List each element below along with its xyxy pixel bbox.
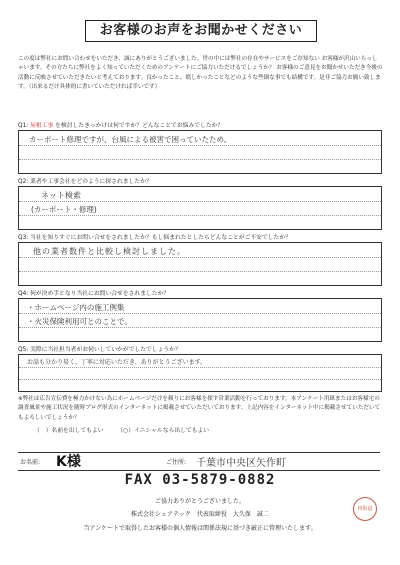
question-5-label: Q5: [18, 347, 29, 353]
option-initials-ok[interactable]: （○）イニシャルなら出してもよい [117, 428, 210, 434]
answer-4-line-1: ・ホームページ内の施工例集 [27, 303, 125, 312]
question-2-text: 業者や工事会社をどのように探されましたか？ [30, 179, 152, 185]
question-1-label: Q1: [18, 123, 29, 129]
question-1 [18, 120, 223, 129]
question-3-text: 当社を知りすぐにお問い合せをされましたか？もし悩まれたとしたらどんなことがご不安でしたか？ [30, 235, 291, 241]
intro-text: この度は弊社にお問い合わせをいただき、誠にありがとうございました。世の中には弊社の存在やサービスをご存知ない お客様が沢山いらっしゃいます。その方たちに弊社をよく知っていただくためのアンケートにご協力いただけるでしょうか？ お客様のご意見をお聞かせいただき今後の活動に反映させていただきたいと考えております。良かったこと、嬉しかったことなどのような些細な事でも結構です。是非ご協力お願い致します。（出来るだけ具体的に書いていただければ幸いです） [18, 56, 383, 91]
question-4-text: 何が決め手となり当社にお問い合せをされましたか？ [30, 291, 170, 297]
answer-box-1 [18, 130, 382, 174]
question-2 [18, 176, 152, 185]
fax-number: FAX 03-5879-0882 [124, 472, 276, 488]
address-value: 千葉市中央区矢作町 [196, 458, 286, 469]
name-value: K様 [56, 454, 81, 470]
answer-box-4 [18, 298, 382, 342]
answer-box-2 [18, 186, 382, 230]
question-5-text: 実際に当社担当者がお伺いしていかがでしたでしょうか？ [30, 347, 181, 353]
answer-2-line-2: (カーポート・修理) [31, 205, 97, 214]
answer-box-3 [18, 242, 382, 286]
question-4 [18, 288, 169, 297]
answer-5-line-1: お話も分かり易く、丁寧に対応いただき、ありがとうございます。 [27, 359, 207, 366]
page-title: お客様のお声をお聞かせください [85, 20, 317, 42]
name-label: お名前: [20, 459, 41, 466]
question-3 [18, 232, 291, 241]
company-line: 株式会社シェアテック 代表取締役 大久保 誠二 [131, 511, 269, 518]
question-2-label: Q2: [18, 179, 29, 185]
question-5 [18, 344, 181, 353]
question-1-highlight: 屋根工事 [30, 123, 54, 129]
question-3-label: Q3: [18, 235, 29, 241]
seal-stamp: 四街道 [353, 497, 377, 521]
answer-box-5 [18, 354, 382, 392]
answer-3-line-1: 他の業者数件と比較し検討しました。 [33, 247, 186, 256]
option-name-ok[interactable]: （ ）名前を出してもよい [34, 428, 104, 434]
privacy-footer: 当アンケートで取得したお客様の個人情報は関係法規に基づき厳正に管理いたします。 [83, 525, 317, 532]
question-1-text: を検討したきっかけは何ですか？どんなことでお悩みでしたか？ [55, 123, 224, 129]
address-label: ご住所: [166, 459, 187, 466]
answer-2-line-1: ネット検索 [41, 191, 81, 200]
customer-info-row [18, 452, 380, 471]
answer-4-line-2: ・火災保険利用可とのことで。 [27, 317, 132, 326]
publication-options [34, 425, 221, 434]
thanks-text: ご協力ありがとうございました。 [154, 498, 245, 505]
answer-1-line-1: カーポート修理ですが、台風による被害で困っていたため。 [29, 135, 232, 144]
question-4-label: Q4: [18, 291, 29, 297]
publication-note: ※弊社は広告宣伝費を極力かけない為にホームページだけを頼りにお客様を探す営業活動を行っております。本アンケート用紙またはお客様宅の調査風景や施工状況を随時ブログ形式のインターネットに掲載させていただいております。上記内容をインターネット中に掲載させていただいてもよろしいでしょうか？ [18, 396, 381, 421]
